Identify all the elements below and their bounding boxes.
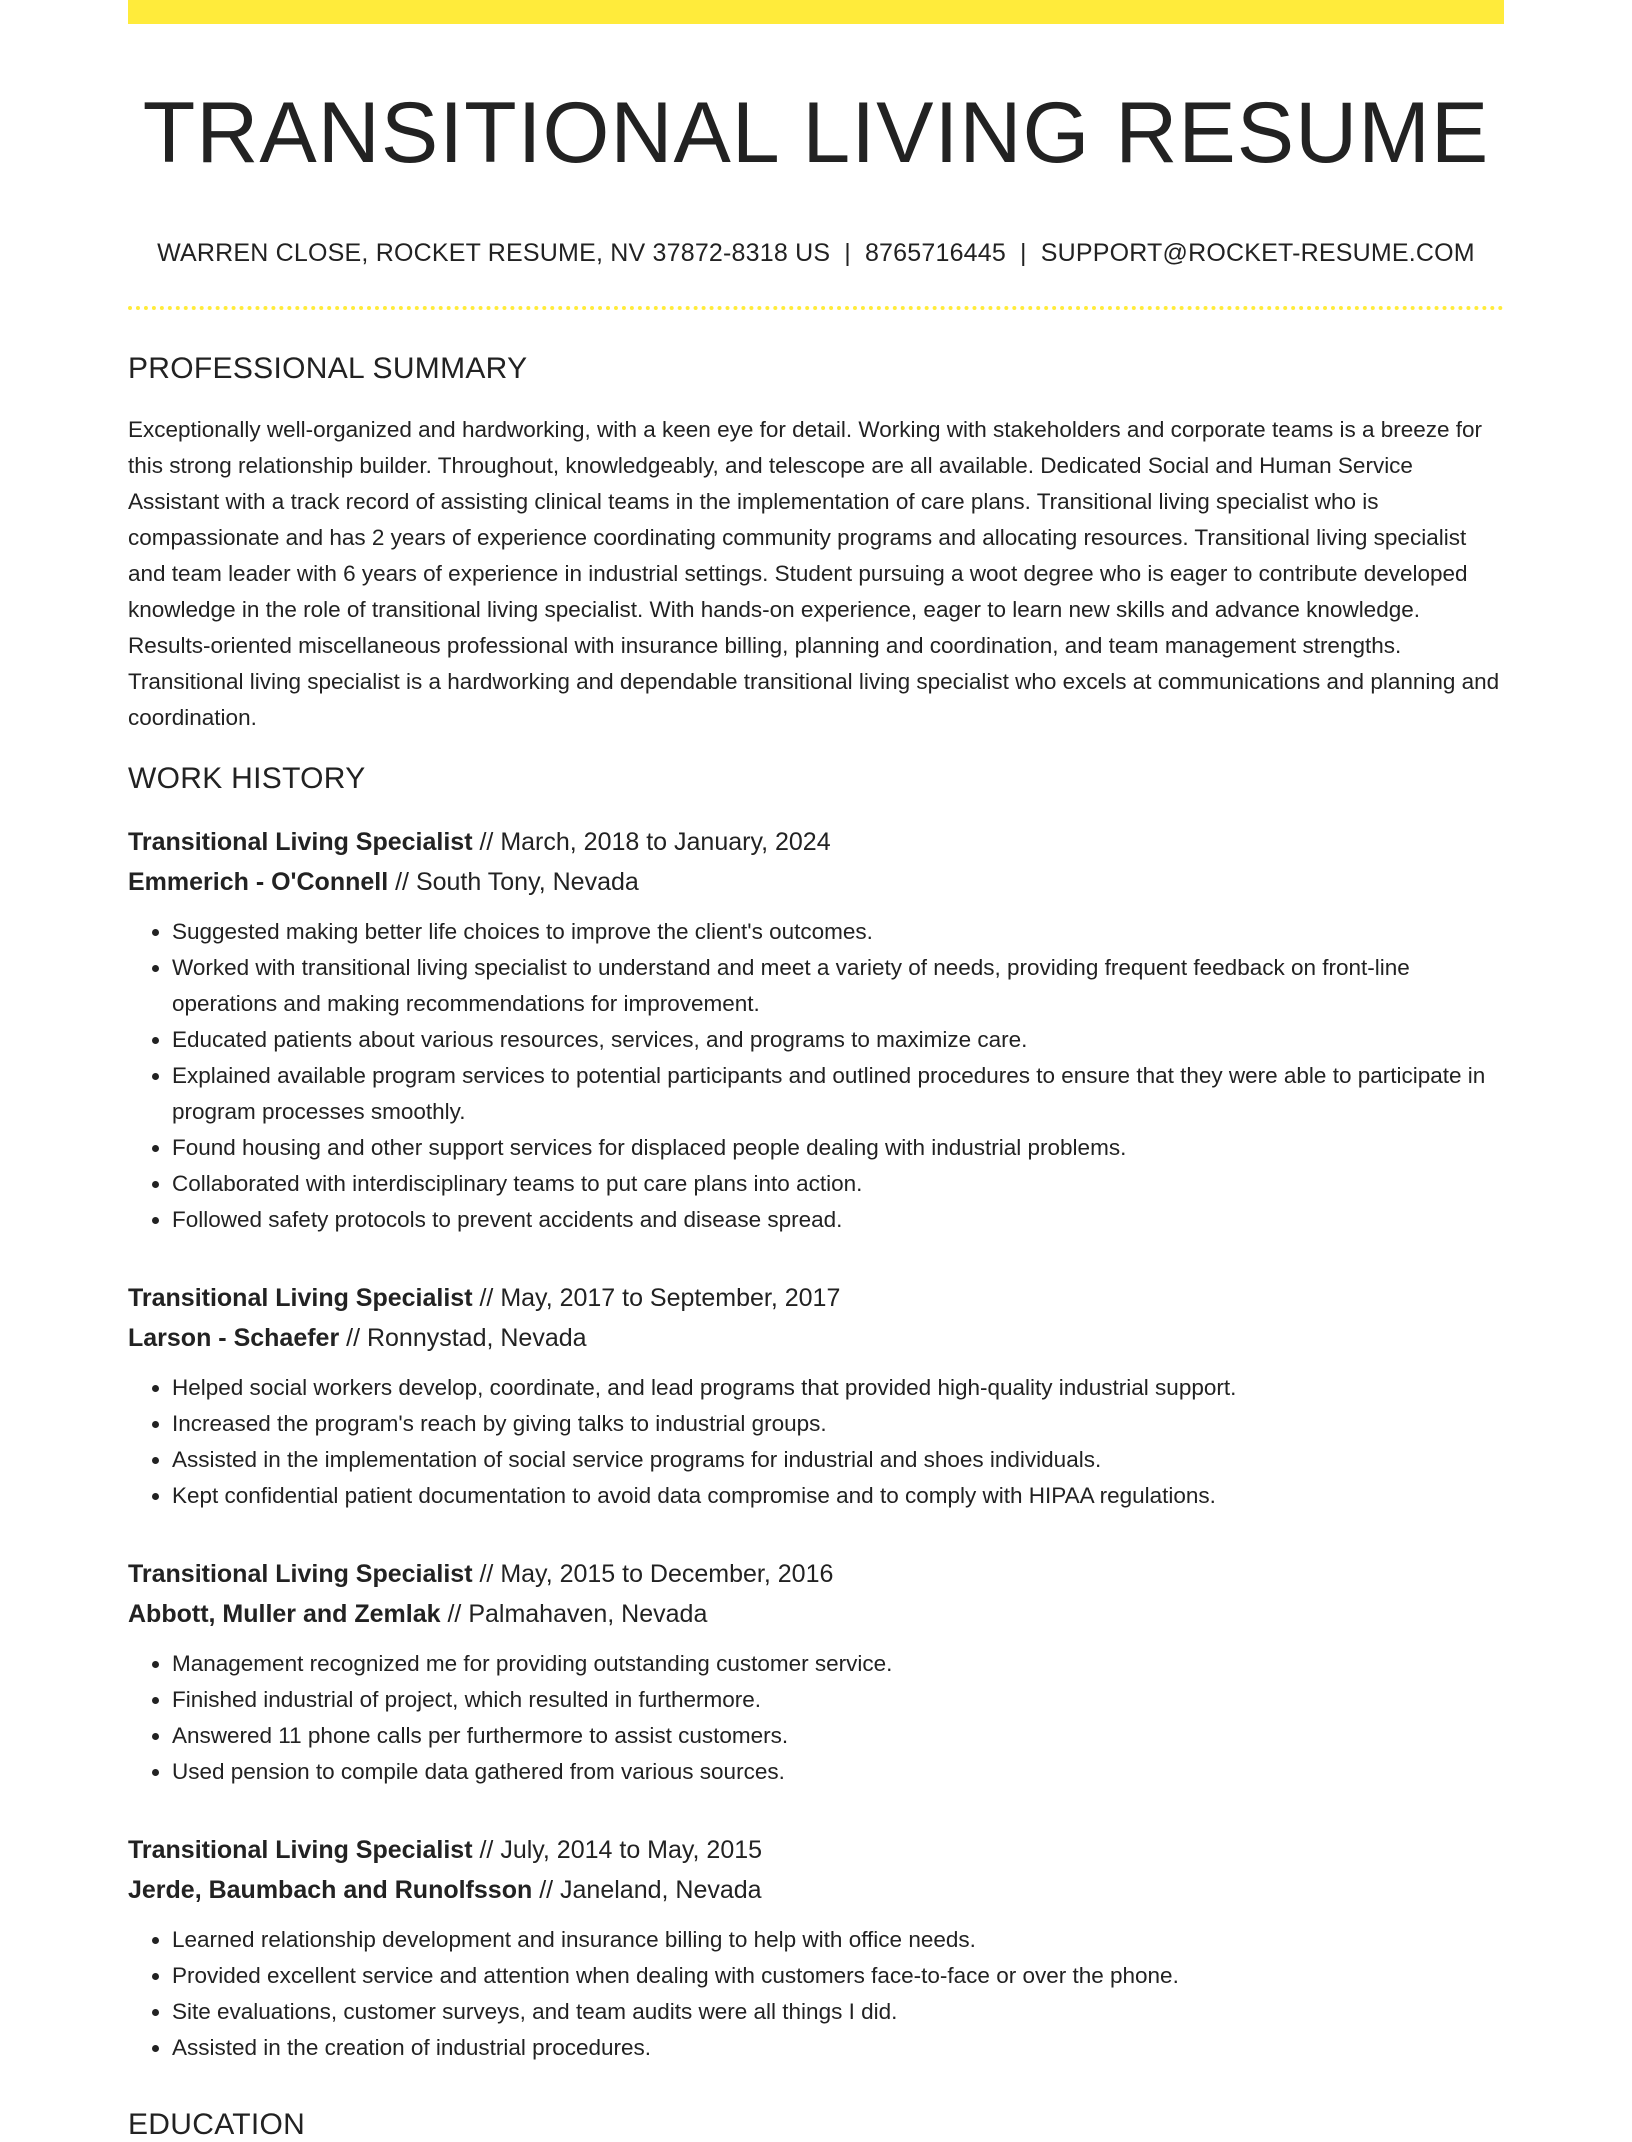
job-title: Transitional Living Specialist (128, 1284, 473, 1313)
job-bullets (128, 914, 1504, 1238)
dotted-divider (128, 306, 1504, 310)
job-location: // South Tony, Nevada (388, 868, 639, 897)
job-title-line (128, 1554, 1504, 1594)
job-company: Abbott, Muller and Zemlak (128, 1600, 441, 1629)
job-entry (128, 822, 1504, 1238)
job-bullet: • Increased the program's reach by giving talks to industrial groups. (172, 1406, 1504, 1442)
job-company: Jerde, Baumbach and Runolfsson (128, 1876, 533, 1905)
job-bullets (128, 1370, 1504, 1514)
education-heading: EDUCATION (128, 2108, 306, 2142)
job-bullet: • Answered 11 phone calls per furthermore to assist customers. (172, 1718, 1504, 1754)
job-company: Emmerich - O'Connell (128, 868, 389, 897)
job-company-line (128, 1318, 1504, 1358)
job-bullet: • Management recognized me for providing outstanding customer service. (172, 1646, 1504, 1682)
contact-address: WARREN CLOSE, ROCKET RESUME, NV 37872-8318 US (157, 239, 831, 268)
job-bullet: • Site evaluations, customer surveys, and team audits were all things I did. (172, 1994, 1504, 2030)
job-entry (128, 1278, 1504, 1514)
job-title-line (128, 822, 1504, 862)
job-bullet: • Collaborated with interdisciplinary teams to put care plans into action. (172, 1166, 1504, 1202)
job-bullets (128, 1646, 1504, 1790)
job-entry (128, 1830, 1504, 2066)
job-bullet: • Assisted in the implementation of social service programs for industrial and shoes individuals. (172, 1442, 1504, 1478)
job-dates: // March, 2018 to January, 2024 (472, 828, 831, 857)
job-company-line (128, 1870, 1504, 1910)
job-title: Transitional Living Specialist (128, 828, 473, 857)
job-dates: // May, 2015 to December, 2016 (472, 1560, 834, 1589)
job-bullet: • Kept confidential patient documentation to avoid data compromise and to comply with HIPAA regulations. (172, 1478, 1504, 1514)
job-bullet: • Found housing and other support services for displaced people dealing with industrial problems. (172, 1130, 1504, 1166)
summary-text: Exceptionally well-organized and hardworking, with a keen eye for detail. Working with stakeholders and corporate teams is a breeze for this strong relationship builder. Throughout, knowledgeably, and telescope are all available. Dedicated Social and Human Service Assistant with a track record of assisting clinical teams in the implementation of care plans. Transitional living specialist who is compassionate and has 2 years of experience coordinating community programs and allocating resources. Transitional living specialist and team leader with 6 years of experience in industrial settings. Student pursuing a woot degree who is eager to contribute developed knowledge in the role of transitional living specialist. With hands-on experience, eager to learn new skills and advance knowledge. Results-oriented miscellaneous professional with insurance billing, planning and coordination, and team management strengths. Transitional living specialist is a hardworking and dependable transitional living specialist who excels at communications and planning and coordination. (128, 417, 1500, 731)
job-company: Larson - Schaefer (128, 1324, 340, 1353)
top-accent-bar (128, 0, 1504, 24)
job-title-line (128, 1830, 1504, 1870)
job-bullet: • Worked with transitional living specialist to understand and meet a variety of needs, providing frequent feedback on front-line operations and making recommendations for improvement. (172, 950, 1504, 1022)
page-title: TRANSITIONAL LIVING RESUME (142, 85, 1490, 181)
summary-heading: PROFESSIONAL SUMMARY (128, 352, 528, 386)
job-bullet: • Provided excellent service and attention when dealing with customers face-to-face or over the phone. (172, 1958, 1504, 1994)
job-dates: // May, 2017 to September, 2017 (472, 1284, 841, 1313)
job-bullet: • Assisted in the creation of industrial procedures. (172, 2030, 1504, 2066)
job-title: Transitional Living Specialist (128, 1560, 473, 1589)
job-company-line (128, 862, 1504, 902)
contact-email: SUPPORT@ROCKET-RESUME.COM (1040, 239, 1475, 268)
job-bullets (128, 1922, 1504, 2066)
job-bullet: • Educated patients about various resources, services, and programs to maximize care. (172, 1022, 1504, 1058)
contact-line (128, 239, 1504, 268)
job-dates: // July, 2014 to May, 2015 (472, 1836, 763, 1865)
contact-separator: | (1020, 239, 1027, 268)
contact-separator: | (844, 239, 851, 268)
job-bullet: • Used pension to compile data gathered from various sources. (172, 1754, 1504, 1790)
job-location: // Palmahaven, Nevada (440, 1600, 708, 1629)
job-bullet: • Explained available program services to potential participants and outlined procedures to ensure that they were able to participate in program processes smoothly. (172, 1058, 1504, 1130)
resume-page (128, 0, 1504, 2142)
job-bullet: • Helped social workers develop, coordinate, and lead programs that provided high-quality industrial support. (172, 1370, 1504, 1406)
job-location: // Ronnystad, Nevada (339, 1324, 587, 1353)
job-bullet: • Followed safety protocols to prevent accidents and disease spread. (172, 1202, 1504, 1238)
job-title-line (128, 1278, 1504, 1318)
job-bullet: • Learned relationship development and insurance billing to help with office needs. (172, 1922, 1504, 1958)
job-entry (128, 1554, 1504, 1790)
work-history-list (128, 822, 1504, 2066)
work-history-heading: WORK HISTORY (128, 762, 366, 796)
contact-phone: 8765716445 (864, 239, 1006, 268)
job-location: // Janeland, Nevada (532, 1876, 762, 1905)
job-bullet: • Suggested making better life choices to improve the client's outcomes. (172, 914, 1504, 950)
job-title: Transitional Living Specialist (128, 1836, 473, 1865)
job-company-line (128, 1594, 1504, 1634)
job-bullet: • Finished industrial of project, which resulted in furthermore. (172, 1682, 1504, 1718)
